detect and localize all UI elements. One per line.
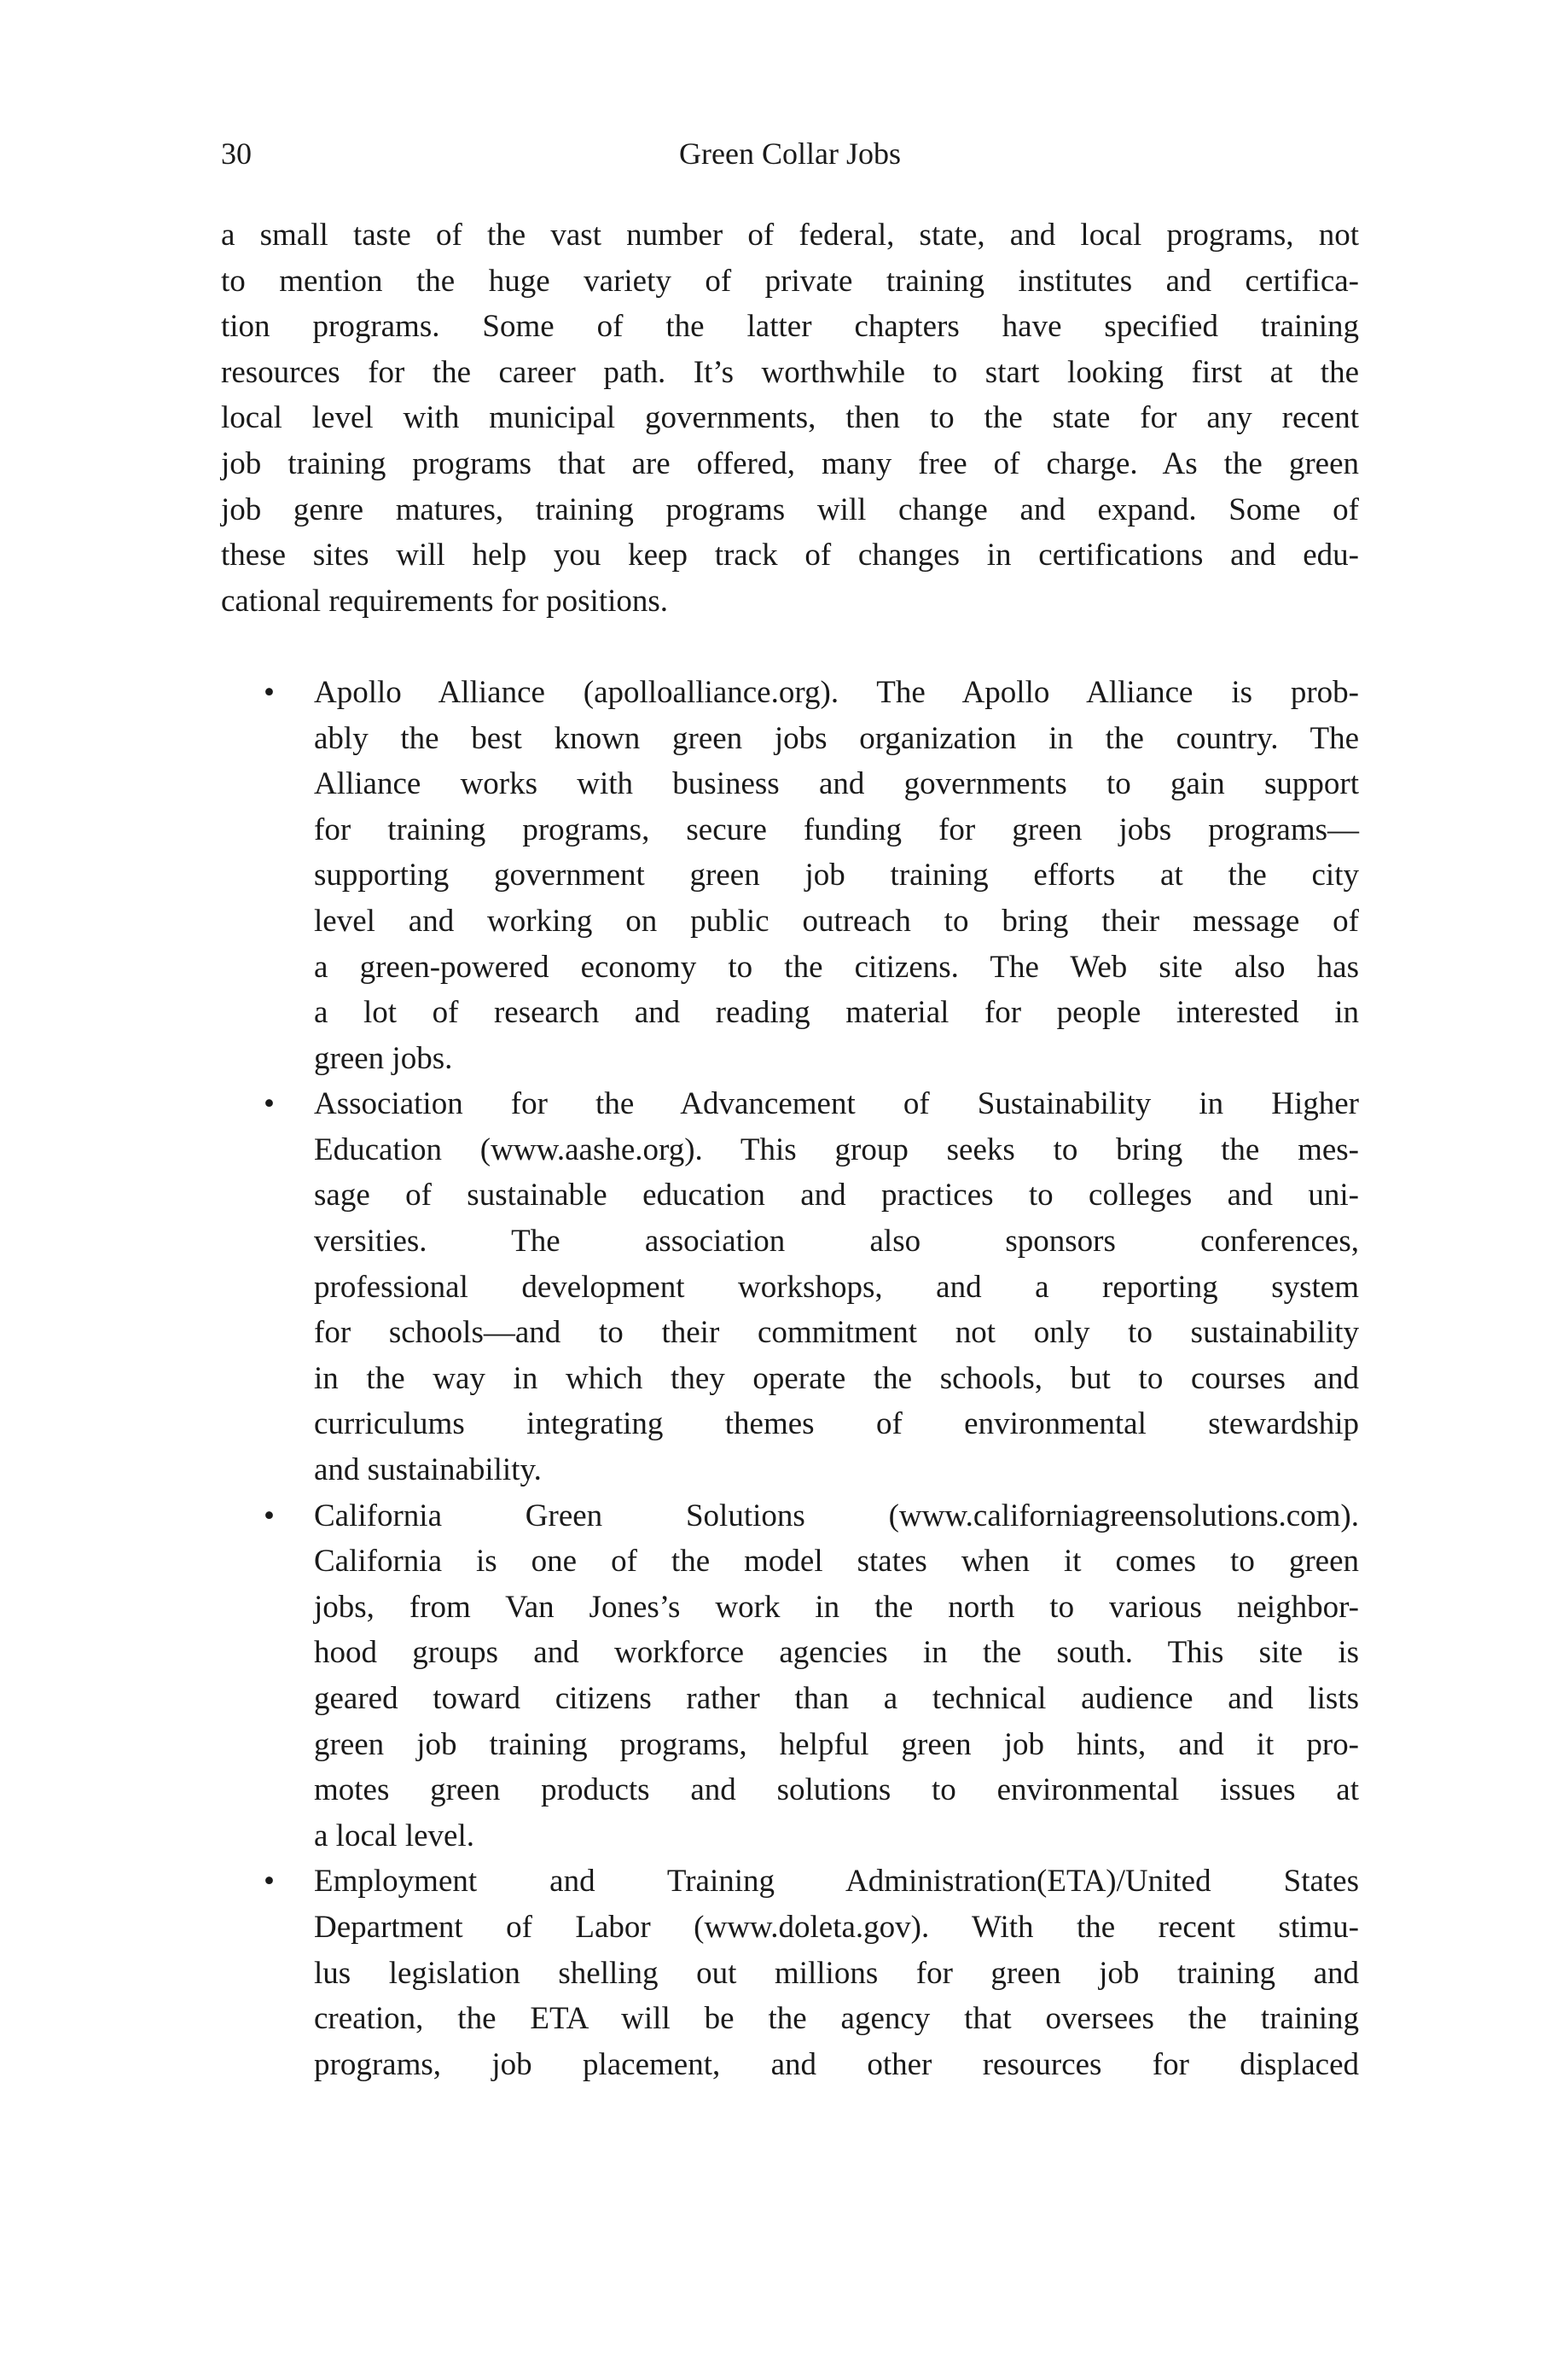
bullet-item bbox=[221, 1081, 1359, 1492]
text-line: level and working on public outreach to bring their message of bbox=[314, 903, 1359, 939]
text-line: green job training programs, helpful green job hints, and it pro- bbox=[314, 1726, 1359, 1762]
text-line: job training programs that are offered, many free of charge. As the green bbox=[221, 445, 1359, 481]
text-line: geared toward citizens rather than a technical audience and lists bbox=[314, 1681, 1359, 1716]
running-title: Green Collar Jobs bbox=[679, 137, 901, 171]
bullet-item bbox=[221, 1493, 1359, 1859]
text-line: California Green Solutions (www.californiagreensolutions.com). bbox=[314, 1498, 1359, 1533]
bullet-icon: • bbox=[264, 1864, 275, 1900]
text-line: motes green products and solutions to environmental issues at bbox=[314, 1772, 1359, 1808]
text-line: programs, job placement, and other resources for displaced bbox=[314, 2046, 1359, 2082]
text-line: job genre matures, training programs will change and expand. Some of bbox=[221, 492, 1359, 527]
page-number: 30 bbox=[221, 137, 252, 171]
bullet-list bbox=[221, 670, 1359, 2087]
text-line: cational requirements for positions. bbox=[221, 583, 669, 619]
bullet-item bbox=[221, 1859, 1359, 2087]
text-line: professional development workshops, and a reporting system bbox=[314, 1269, 1359, 1305]
text-line: versities. The association also sponsors conferences, bbox=[314, 1224, 1359, 1260]
text-line: Association for the Advancement of Sustainability in Higher bbox=[314, 1086, 1359, 1122]
text-line: in the way in which they operate the schools, but to courses and bbox=[314, 1360, 1359, 1396]
text-line: to mention the huge variety of private training institutes and certifica- bbox=[221, 263, 1359, 299]
text-line: lus legislation shelling out millions for green job training and bbox=[314, 1955, 1359, 1991]
text-line: creation, the ETA will be the agency that oversees the training bbox=[314, 2001, 1359, 2037]
text-line: ably the best known green jobs organization in the country. The bbox=[314, 720, 1359, 756]
text-line: Alliance works with business and governments to gain support bbox=[314, 766, 1359, 802]
text-line: a local level. bbox=[314, 1818, 474, 1853]
page-header bbox=[221, 130, 1359, 177]
text-line: a green-powered economy to the citizens. The Web site also has bbox=[314, 949, 1359, 985]
text-line: California is one of the model states when it comes to green bbox=[314, 1544, 1359, 1580]
intro-paragraph bbox=[221, 212, 1359, 624]
text-line: supporting government green job training efforts at the city bbox=[314, 858, 1359, 893]
text-line: resources for the career path. It’s worthwhile to start looking first at the bbox=[221, 354, 1359, 390]
text-line: for training programs, secure funding for green jobs programs— bbox=[314, 812, 1359, 847]
text-line: a lot of research and reading material for people interested in bbox=[314, 995, 1359, 1031]
text-line: sage of sustainable education and practices to colleges and uni- bbox=[314, 1178, 1359, 1213]
text-line: hood groups and workforce agencies in the south. This site is bbox=[314, 1635, 1359, 1671]
text-line: for schools—and to their commitment not only to sustainability bbox=[314, 1315, 1359, 1351]
bullet-icon: • bbox=[264, 1086, 275, 1122]
text-line: local level with municipal governments, then to the state for any recent bbox=[221, 400, 1359, 436]
text-line: curriculums integrating themes of environmental stewardship bbox=[314, 1406, 1359, 1442]
text-line: Department of Labor (www.doleta.gov). With the recent stimu- bbox=[314, 1909, 1359, 1945]
text-line: Apollo Alliance (apolloalliance.org). The Apollo Alliance is prob- bbox=[314, 674, 1359, 710]
text-line: green jobs. bbox=[314, 1040, 453, 1076]
bullet-item bbox=[221, 670, 1359, 1081]
page-body bbox=[221, 212, 1359, 2087]
text-line: these sites will help you keep track of changes in certifications and edu- bbox=[221, 538, 1359, 573]
text-line: tion programs. Some of the latter chapters have specified training bbox=[221, 309, 1359, 345]
text-line: a small taste of the vast number of federal, state, and local programs, not bbox=[221, 218, 1359, 253]
text-line: Employment and Training Administration(ETA)/United States bbox=[314, 1864, 1359, 1900]
text-line: Education (www.aashe.org). This group seeks to bring the mes- bbox=[314, 1132, 1359, 1167]
text-line: and sustainability. bbox=[314, 1452, 542, 1488]
bullet-icon: • bbox=[264, 1498, 275, 1533]
bullet-icon: • bbox=[264, 674, 275, 710]
text-line: jobs, from Van Jones’s work in the north to various neighbor- bbox=[314, 1589, 1359, 1625]
